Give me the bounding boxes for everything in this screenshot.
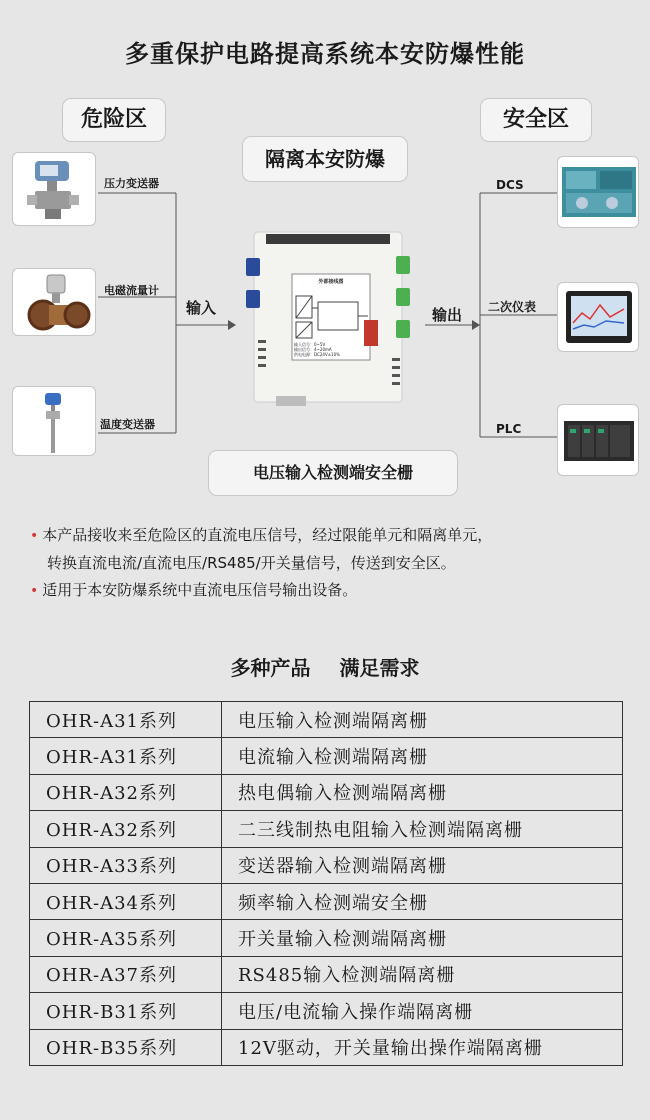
table-row [30,920,623,956]
product-desc: 电压/电流输入操作端隔离栅 [222,993,623,1029]
product-desc: 电流输入检测端隔离栅 [222,738,623,774]
product-model: OHR-A33系列 [30,847,222,883]
table-row [30,847,623,883]
output-label-plc: PLC [496,422,522,436]
electromagnetic-flowmeter-icon [13,269,96,336]
output-arrow-icon [472,320,480,330]
product-model: OHR-A31系列 [30,738,222,774]
table-row [30,993,623,1029]
device-panel-title: 外部接线图 [318,279,344,285]
product-desc: 变送器输入检测端隔离栅 [222,847,623,883]
safe-zone-label: 安全区 [480,98,592,142]
table-row [30,811,623,847]
product-desc: RS485输入检测端隔离栅 [222,956,623,992]
output-label-dcs: DCS [496,178,524,192]
product-desc: 12V驱动，开关量输出操作端隔离栅 [222,1029,623,1065]
plc-photo [557,404,639,476]
product-model: OHR-A31系列 [30,702,222,738]
device-spec-line: 输出信号：4~20mA [294,347,332,352]
plc-rack-icon [558,405,639,476]
isolation-label: 隔离本安防爆 [242,136,408,182]
barrier-device-icon [236,228,424,412]
device-spec-line: 输入信号：0~5V [294,342,326,347]
product-model: OHR-A32系列 [30,774,222,810]
product-model: OHR-A34系列 [30,883,222,919]
bullet-dot-icon: • [30,583,39,599]
table-row [30,956,623,992]
input-label-flowmeter: 电磁流量计 [104,284,159,297]
temperature-transmitter-photo [12,386,96,456]
table-row [30,1029,623,1065]
description-line: 适用于本安防爆系统中直流电压信号输出设备。 [42,581,358,599]
danger-zone-label: 危险区 [62,98,166,142]
flow-output-label: 输出 [432,306,463,324]
description-line: 转换直流电流/直流电压/RS485/开关量信号，传送到安全区。 [47,554,456,572]
input-label-pressure: 压力变送器 [104,177,159,190]
page-title: 多重保护电路提高系统本安防爆性能 [125,40,525,68]
pressure-transmitter-photo [12,152,96,226]
product-model: OHR-A35系列 [30,920,222,956]
table-row [30,738,623,774]
product-desc: 电压输入检测端隔离栅 [222,702,623,738]
description [30,522,630,605]
input-label-temperature: 温度变送器 [100,418,155,431]
product-desc: 二三线制热电阻输入检测端隔离栅 [222,811,623,847]
product-model: OHR-B35系列 [30,1029,222,1065]
product-model: OHR-B31系列 [30,993,222,1029]
flow-input-label: 输入 [186,299,217,317]
temperature-transmitter-icon [13,387,96,456]
barrier-label: 电压输入检测端安全栅 [208,450,458,496]
dcs-photo [557,156,639,228]
input-arrow-icon [228,320,236,330]
output-label-instrument: 二次仪表 [488,300,537,314]
instrument-photo [557,282,639,352]
table-row [30,883,623,919]
bullet-dot-icon: • [30,528,39,544]
pressure-transmitter-icon [13,153,96,226]
product-desc: 热电偶输入检测端隔离栅 [222,774,623,810]
description-bullet [30,577,630,605]
flowmeter-photo [12,268,96,336]
description-line: 本产品接收来至危险区的直流电压信号，经过限能单元和隔离单元， [42,526,493,544]
product-desc: 开关量输入检测端隔离栅 [222,920,623,956]
product-desc: 频率输入检测端安全栅 [222,883,623,919]
products-table [29,701,623,1066]
product-model: OHR-A37系列 [30,956,222,992]
products-title: 多种产品 满足需求 [230,656,420,680]
table-row [30,702,623,738]
description-bullet [30,522,630,550]
product-model: OHR-A32系列 [30,811,222,847]
table-row [30,774,623,810]
device-spec-line: 供电电源：DC24V±10% [294,352,340,357]
dcs-screen-icon [558,157,639,228]
device-spec [294,342,340,357]
barrier-device [236,228,424,412]
secondary-instrument-icon [558,283,639,352]
